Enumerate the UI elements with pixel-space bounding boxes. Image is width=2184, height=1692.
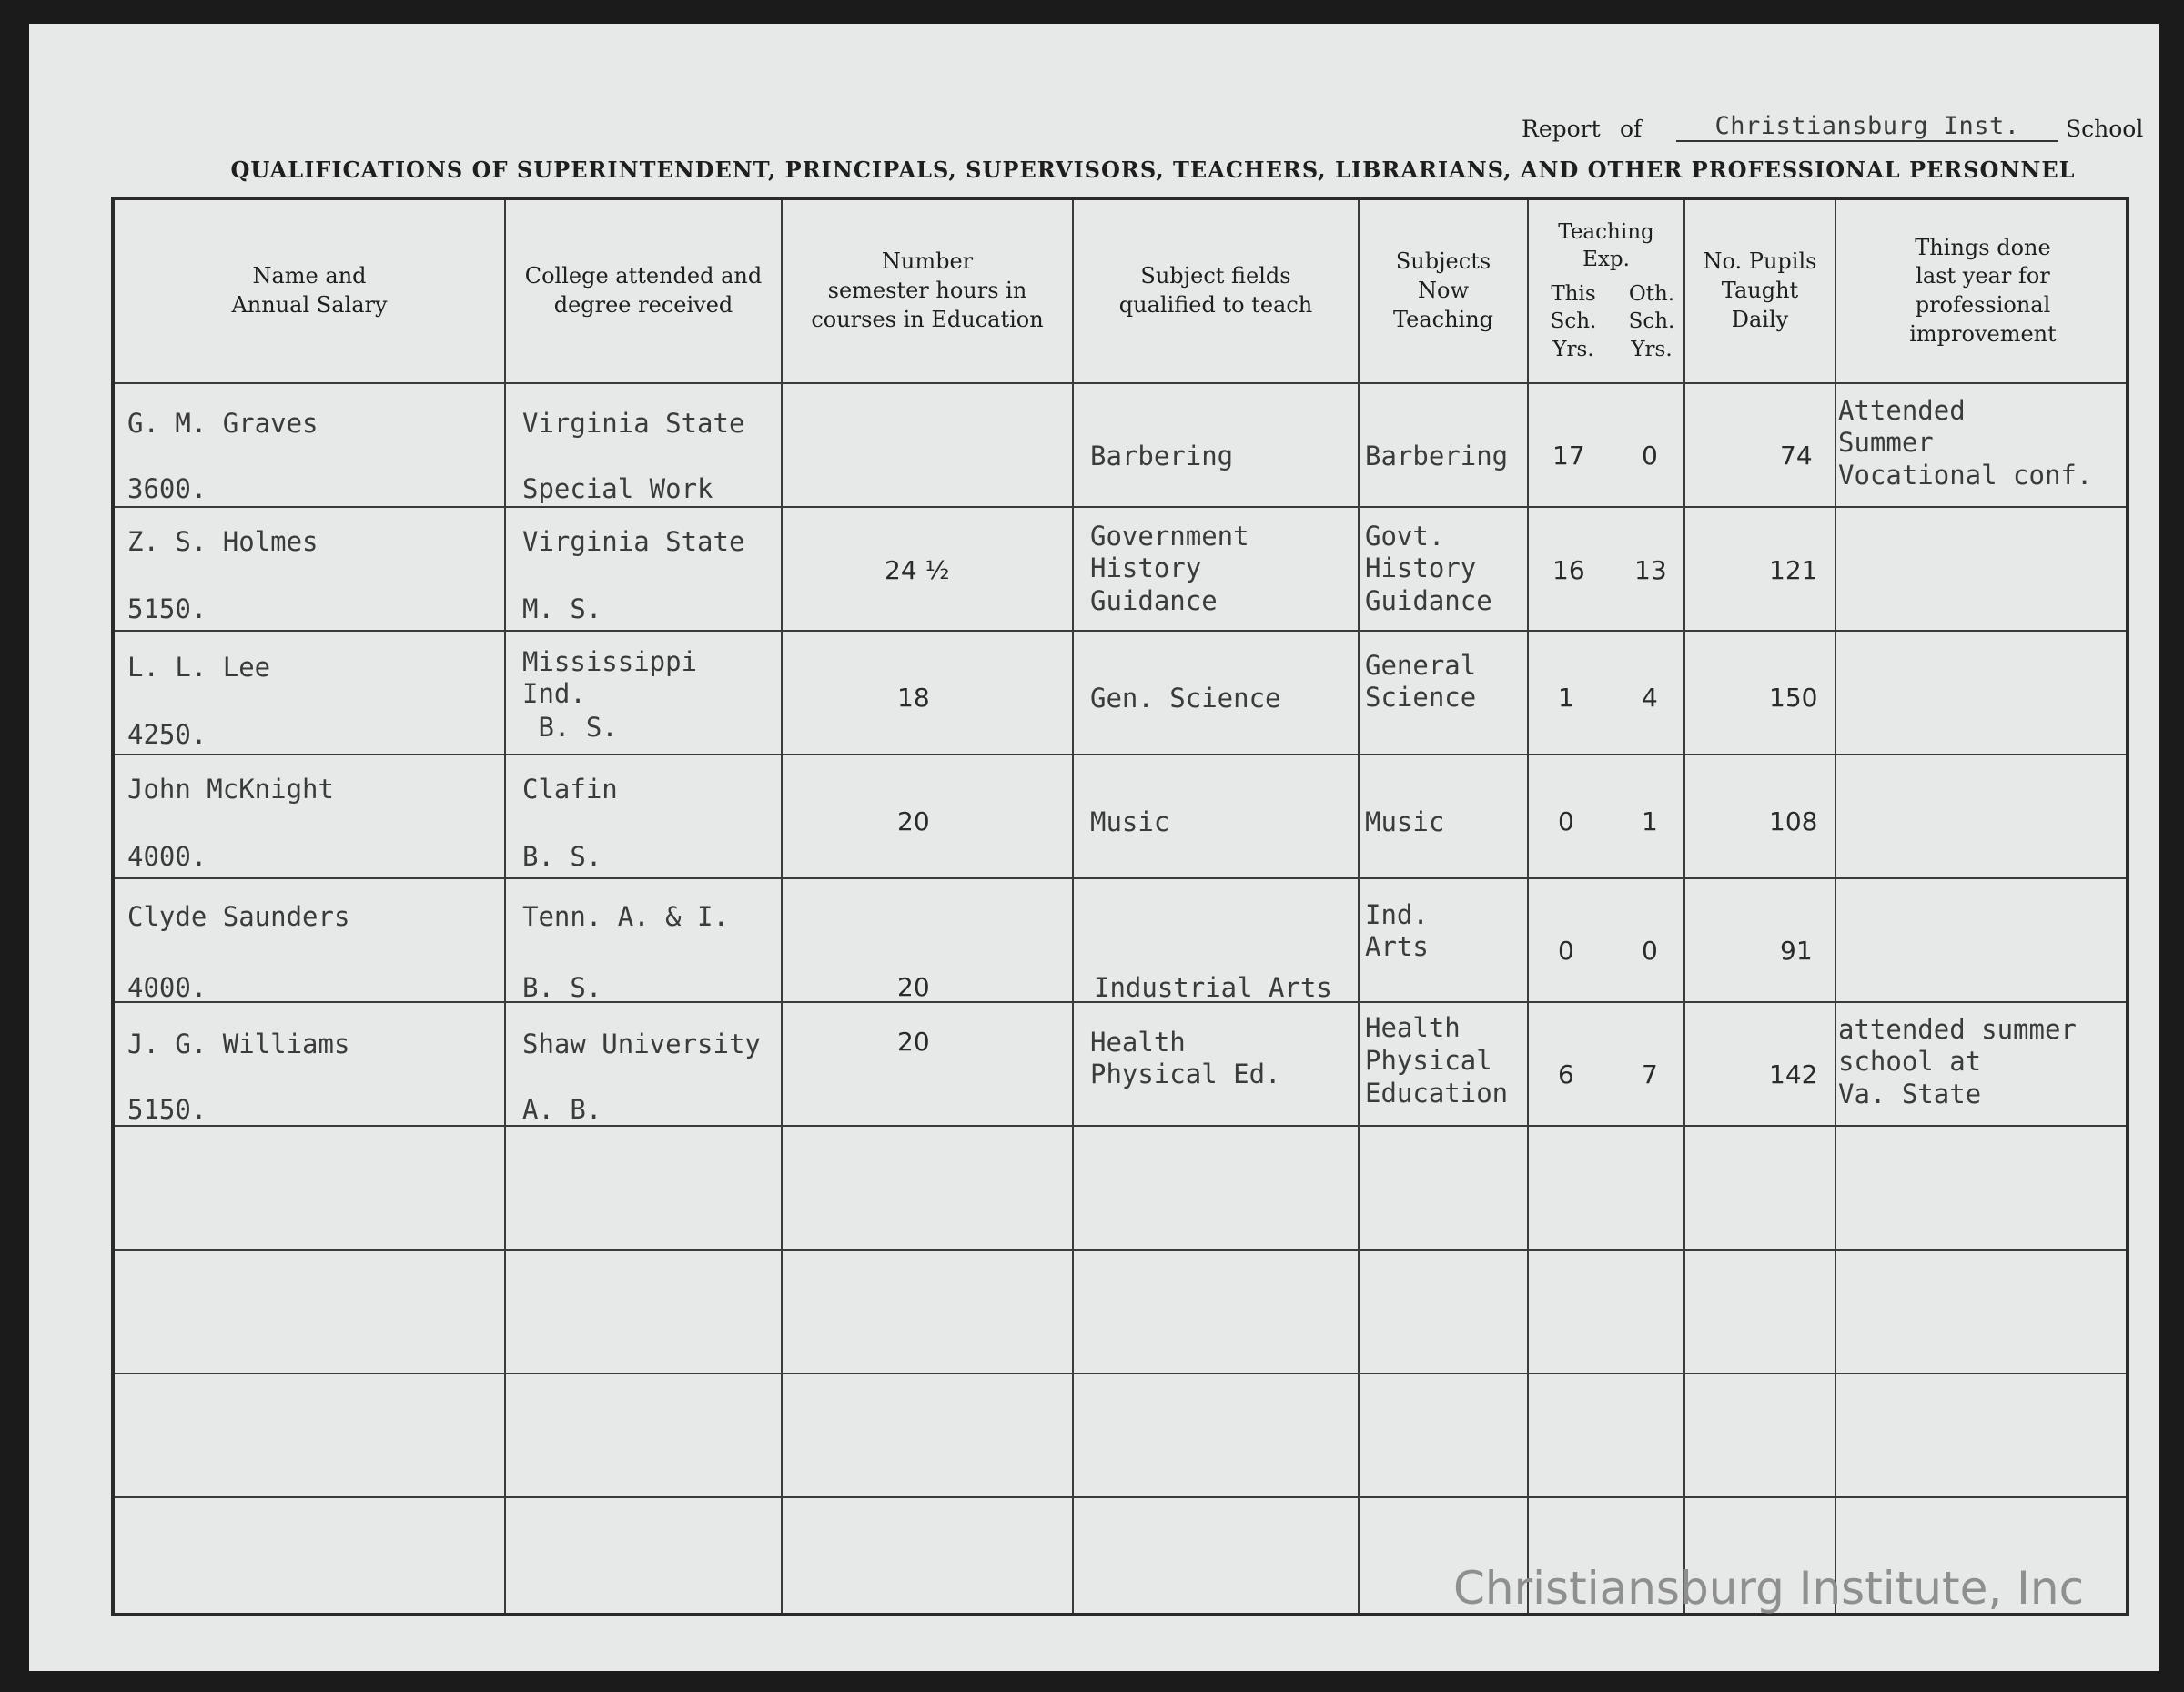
- qualifications-table: [111, 197, 2129, 1616]
- cell-salary: 4250.: [127, 719, 207, 750]
- cell-pupils: 108: [1769, 806, 1818, 836]
- school-name-field: Christiansburg Inst.: [1676, 112, 2058, 142]
- cell-college: Virginia State: [522, 526, 745, 557]
- cell-salary: 4000.: [127, 841, 207, 872]
- cell-improvement: attended summer school at Va. State: [1838, 1014, 2077, 1109]
- cell-subjects-now: Music: [1365, 806, 1445, 837]
- row-rule: [115, 1373, 2126, 1374]
- cell-semester-hours: 20: [897, 1027, 930, 1057]
- form-title: QUALIFICATIONS OF SUPERINTENDENT, PRINCIPALS, SUPERVISORS, TEACHERS, LIBRARIANS, AND OTHER PROFESSIONAL PERSONNEL: [230, 157, 2076, 183]
- cell-name: Z. S. Holmes: [127, 526, 318, 557]
- row-rule: [115, 754, 2126, 755]
- header-subject-fields: Subject fields qualified to teach: [1118, 263, 1313, 318]
- cell-degree: B. S.: [522, 972, 602, 1003]
- cell-subject-fields: Music: [1090, 806, 1170, 837]
- cell-pupils: 74: [1780, 441, 1813, 471]
- cell-subject-fields: Gen. Science: [1090, 683, 1281, 714]
- cell-other-school-years: 7: [1642, 1059, 1658, 1089]
- form-page: [29, 24, 2159, 1671]
- header-semester-hours: Number semester hours in courses in Education: [811, 248, 1044, 332]
- cell-semester-hours: 20: [897, 972, 930, 1002]
- cell-subject-fields: Health Physical Ed.: [1090, 1027, 1281, 1090]
- cell-improvement: Attended Summer Vocational conf.: [1838, 395, 2093, 491]
- cell-subjects-now: Govt. History Guidance: [1365, 521, 1492, 616]
- cell-semester-hours: 18: [897, 683, 930, 713]
- cell-subjects-now: Barbering: [1365, 441, 1509, 471]
- cell-other-school-years: 0: [1642, 936, 1658, 966]
- header-rule: [115, 382, 2126, 384]
- cell-other-school-years: 4: [1642, 683, 1658, 713]
- cell-subject-fields: Barbering: [1090, 441, 1234, 471]
- header-teaching-exp-title: Teaching Exp.: [1558, 220, 1654, 272]
- cell-name: G. M. Graves: [127, 408, 318, 439]
- cell-salary: 5150.: [127, 593, 207, 624]
- header-subjects-now: Subjects Now Teaching: [1392, 248, 1494, 332]
- cell-name: Clyde Saunders: [127, 901, 350, 932]
- row-rule: [115, 1125, 2126, 1127]
- column-rule: [504, 200, 506, 1613]
- cell-this-school-years: 16: [1552, 555, 1585, 585]
- cell-subjects-now: Ind. Arts: [1365, 899, 1429, 963]
- row-rule: [115, 1249, 2126, 1251]
- column-rule: [1684, 200, 1685, 1613]
- school-label: School: [2066, 116, 2144, 142]
- header-name-salary: Name and Annual Salary: [231, 263, 388, 318]
- cell-semester-hours: 20: [897, 806, 930, 836]
- cell-subject-fields: Industrial Arts: [1094, 972, 1332, 1003]
- column-rule: [1527, 200, 1529, 1613]
- cell-other-school-years: 13: [1634, 555, 1667, 585]
- watermark: Christiansburg Institute, Inc: [1453, 1562, 2085, 1615]
- cell-this-school-years: 1: [1558, 683, 1574, 713]
- cell-college: Virginia State: [522, 408, 745, 439]
- column-rule: [781, 200, 783, 1613]
- header-this-school-years: This Sch. Yrs.: [1550, 282, 1597, 361]
- cell-degree: Special Work: [522, 473, 713, 504]
- cell-name: J. G. Williams: [127, 1028, 350, 1059]
- cell-pupils: 142: [1769, 1059, 1818, 1089]
- cell-name: L. L. Lee: [127, 652, 271, 683]
- cell-degree: A. B.: [522, 1094, 602, 1125]
- cell-semester-hours: 24 ½: [885, 555, 950, 585]
- header-pupils: No. Pupils Taught Daily: [1703, 248, 1817, 332]
- column-rule: [1835, 200, 1836, 1613]
- row-rule: [115, 506, 2126, 508]
- of-label: of: [1620, 116, 1643, 142]
- header-college: College attended and degree received: [524, 263, 763, 318]
- cell-pupils: 91: [1780, 936, 1813, 966]
- report-label: Report: [1522, 116, 1601, 142]
- cell-name: John McKnight: [127, 774, 334, 805]
- cell-this-school-years: 17: [1552, 441, 1585, 471]
- cell-pupils: 121: [1769, 555, 1818, 585]
- cell-college: Shaw University: [522, 1028, 761, 1059]
- cell-degree: M. S.: [522, 593, 602, 624]
- cell-college: Tenn. A. & I.: [522, 901, 729, 932]
- cell-other-school-years: 0: [1642, 441, 1658, 471]
- header-teaching-exp: [1529, 200, 1684, 382]
- cell-salary: 3600.: [127, 473, 207, 504]
- report-of-line: [1522, 87, 2159, 151]
- cell-subject-fields: Government History Guidance: [1090, 521, 1249, 616]
- row-rule: [115, 877, 2126, 879]
- cell-other-school-years: 1: [1642, 806, 1658, 836]
- cell-this-school-years: 0: [1558, 936, 1574, 966]
- header-improvement: Things done last year for professional improvement: [1909, 234, 2057, 347]
- cell-college: Clafin: [522, 774, 618, 805]
- cell-pupils: 150: [1769, 683, 1818, 713]
- cell-this-school-years: 6: [1558, 1059, 1574, 1089]
- cell-degree: B. S.: [522, 712, 618, 743]
- cell-subjects-now: General Science: [1365, 650, 1477, 714]
- cell-subjects-now: Health Physical Education: [1365, 1012, 1509, 1109]
- cell-this-school-years: 0: [1558, 806, 1574, 836]
- row-rule: [115, 630, 2126, 632]
- cell-salary: 5150.: [127, 1094, 207, 1125]
- cell-salary: 4000.: [127, 972, 207, 1003]
- header-other-school-years: Oth. Sch. Yrs.: [1628, 282, 1675, 361]
- cell-college: Mississippi Ind.: [522, 646, 698, 710]
- cell-degree: B. S.: [522, 841, 602, 872]
- column-rule: [1072, 200, 1074, 1613]
- column-rule: [1358, 200, 1360, 1613]
- row-rule: [115, 1496, 2126, 1498]
